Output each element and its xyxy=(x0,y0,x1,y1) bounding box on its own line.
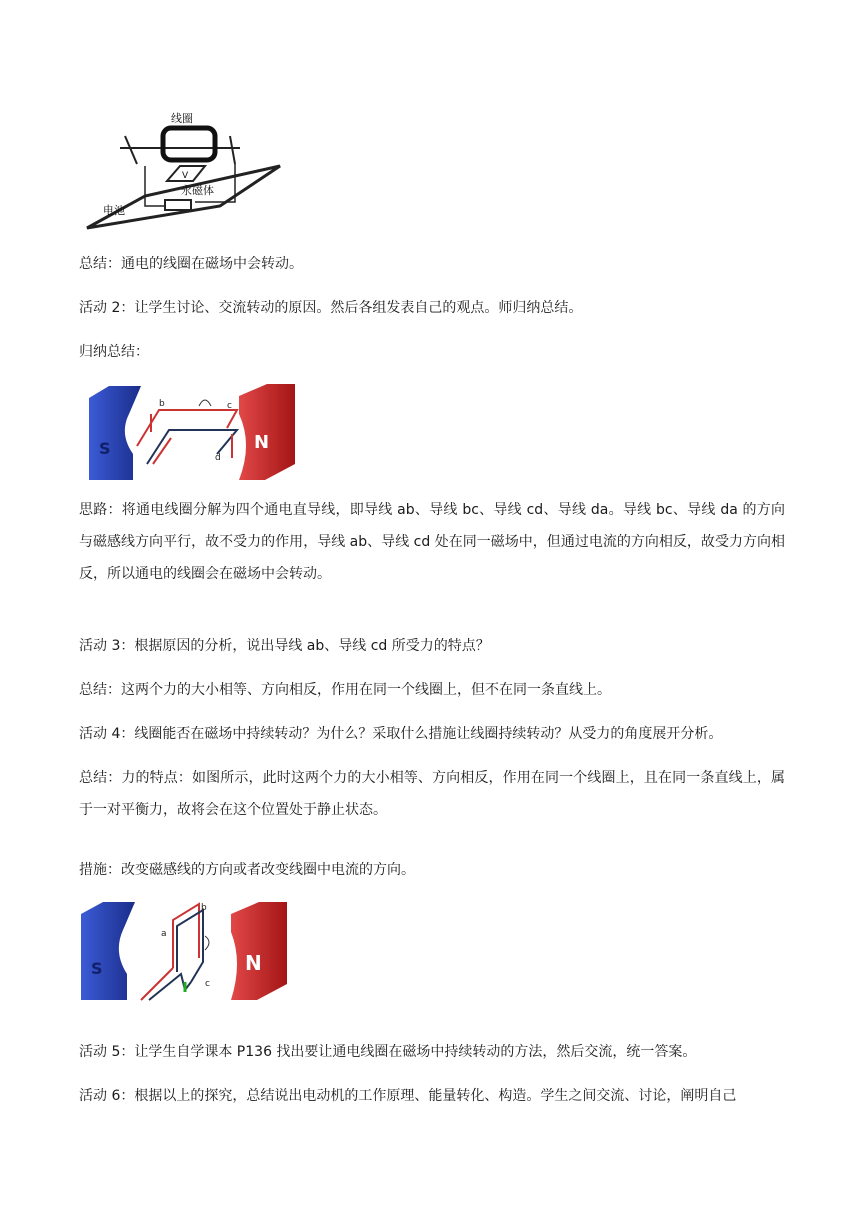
paragraph-activity-2: 活动 2：让学生讨论、交流转动的原因。然后各组发表自己的观点。师归纳总结。 xyxy=(79,300,583,316)
battery-label: 电池 xyxy=(103,204,125,217)
c-label: c xyxy=(205,979,210,989)
a-label: a xyxy=(161,929,167,939)
motor-model-figure xyxy=(85,106,285,234)
b-label: b xyxy=(159,399,165,409)
n-pole-label: N xyxy=(245,951,262,975)
paragraph-summary-1: 总结：通电的线圈在磁场中会转动。 xyxy=(79,256,303,272)
c-label: c xyxy=(227,401,232,411)
magnet-label: 永磁体 xyxy=(181,184,214,197)
s-pole-label: S xyxy=(99,439,111,458)
b-label: b xyxy=(201,903,207,913)
paragraph-summary-3: 总结：力的特点：如图所示，此时这两个力的大小相等、方向相反，作用在同一个线圈上，且在同一条直线上，属于一对平衡力，故将会在这个位置处于静止状态。 xyxy=(79,770,785,818)
n-pole-label: N xyxy=(254,432,270,453)
paragraph-activity-3: 活动 3：根据原因的分析，说出导线 ab、导线 cd 所受力的特点？ xyxy=(79,638,490,654)
paragraph-measure: 措施：改变磁感线的方向或者改变线圈中电流的方向。 xyxy=(79,862,415,878)
paragraph-summary-2: 总结：这两个力的大小相等、方向相反，作用在同一个线圈上，但不在同一条直线上。 xyxy=(79,682,611,698)
d-label: d xyxy=(215,453,221,463)
paragraph-reasoning: 思路：将通电线圈分解为四个通电直导线，即导线 ab、导线 bc、导线 cd、导线 da。导线 bc、导线 da 的方向与磁感线方向平行，故不受力的作用，导线 ab、导线 cd 处在同一磁场中，但通过电流的方向相反，故受力方向相反，所以通电的线圈会在磁场中会转动。 xyxy=(79,502,785,582)
coil-label: 线圈 xyxy=(171,112,193,125)
s-pole-label: S xyxy=(91,959,103,978)
coil-magnets-figure-2 xyxy=(81,900,291,1002)
coil-magnets-figure-1 xyxy=(89,384,297,482)
paragraph-activity-5: 活动 5：让学生自学课本 P136 找出要让通电线圈在磁场中持续转动的方法，然后交流，统一答案。 xyxy=(79,1044,697,1060)
paragraph-summary-heading: 归纳总结： xyxy=(79,344,149,360)
paragraph-activity-4: 活动 4：线圈能否在磁场中持续转动？为什么？采取什么措施让线圈持续转动？从受力的角度展开分析。 xyxy=(79,726,723,742)
paragraph-activity-6: 活动 6：根据以上的探究，总结说出电动机的工作原理、能量转化、构造。学生之间交流、讨论，阐明自己 xyxy=(79,1088,737,1104)
v-label: V xyxy=(182,171,189,181)
